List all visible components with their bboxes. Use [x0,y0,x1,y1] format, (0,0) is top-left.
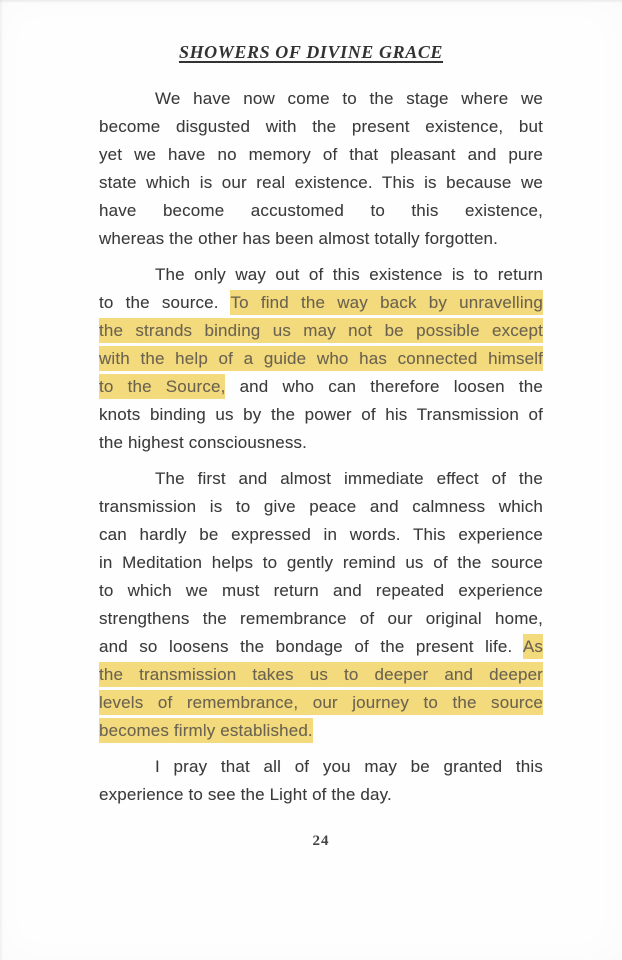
page-title: SHOWERS OF DIVINE GRACE [178,42,444,62]
text-segment: have become accustomed to this existence, [99,201,543,220]
page-number: 24 [312,833,330,849]
text-line [99,317,543,345]
text-line [99,169,543,197]
text-line [99,141,543,169]
page-header [0,0,622,63]
highlighted-text: becomes firmly established. [99,718,313,743]
text-line [99,261,543,289]
text-line [99,373,543,401]
highlighted-text: to the Source, [99,374,225,399]
highlighted-text: the transmission takes us to deeper and deeper [99,662,543,687]
text-line [99,113,543,141]
text-segment: knots binding us by the power of his Transmission of [99,405,543,424]
text-line [99,605,543,633]
text-segment: I pray that all of you may be granted this [155,757,543,776]
text-line [99,429,543,457]
text-segment: whereas the other has been almost totally forgotten. [99,229,499,248]
text-line [99,689,543,717]
text-line [99,85,543,113]
text-segment: and who can therefore loosen the [225,377,543,396]
text-segment: to which we must return and repeated experience [99,581,543,600]
text-segment: transmission is to give peace and calmness which [99,497,543,516]
text-segment: and so loosens the bondage of the present life. [99,637,523,656]
text-line [99,493,543,521]
text-line [99,549,543,577]
highlighted-text: To find the way back by unravelling [230,290,543,315]
paragraph [99,261,543,457]
text-line [99,753,543,781]
text-segment: become disgusted with the present existence, but [99,117,543,136]
text-line [99,521,543,549]
text-line [99,717,543,745]
text-line [99,225,543,253]
text-line [99,289,543,317]
text-segment: We have now come to the stage where we [155,89,543,108]
text-segment: can hardly be expressed in words. This experience [99,525,543,544]
highlighted-text: As [523,634,543,659]
text-segment: the highest consciousness. [99,433,308,452]
text-line [99,661,543,689]
text-segment: The only way out of this existence is to return [155,265,543,284]
highlighted-text: levels of remembrance, our journey to the source [99,690,543,715]
text-segment: The first and almost immediate effect of the [155,469,543,488]
text-segment: state which is our real existence. This is because we [99,173,543,192]
highlighted-text: with the help of a guide who has connected himself [99,346,543,371]
text-line [99,465,543,493]
paragraph [99,753,543,809]
page-body [99,85,543,809]
scan-edge-artifact [0,0,622,3]
text-line [99,781,543,809]
text-segment: to the source. [99,293,231,312]
highlighted-text: the strands binding us may not be possible except [99,318,543,343]
text-segment: experience to see the Light of the day. [99,785,392,804]
text-line [99,401,543,429]
text-line [99,633,543,661]
paragraph [99,85,543,253]
scan-edge-artifact [0,0,3,960]
text-segment: yet we have no memory of that pleasant and pure [99,145,543,164]
text-segment: in Meditation helps to gently remind us of the source [99,553,543,572]
text-line [99,197,543,225]
text-line [99,577,543,605]
paragraph [99,465,543,745]
text-line [99,345,543,373]
text-segment: strengthens the remembrance of our original home, [99,609,543,628]
